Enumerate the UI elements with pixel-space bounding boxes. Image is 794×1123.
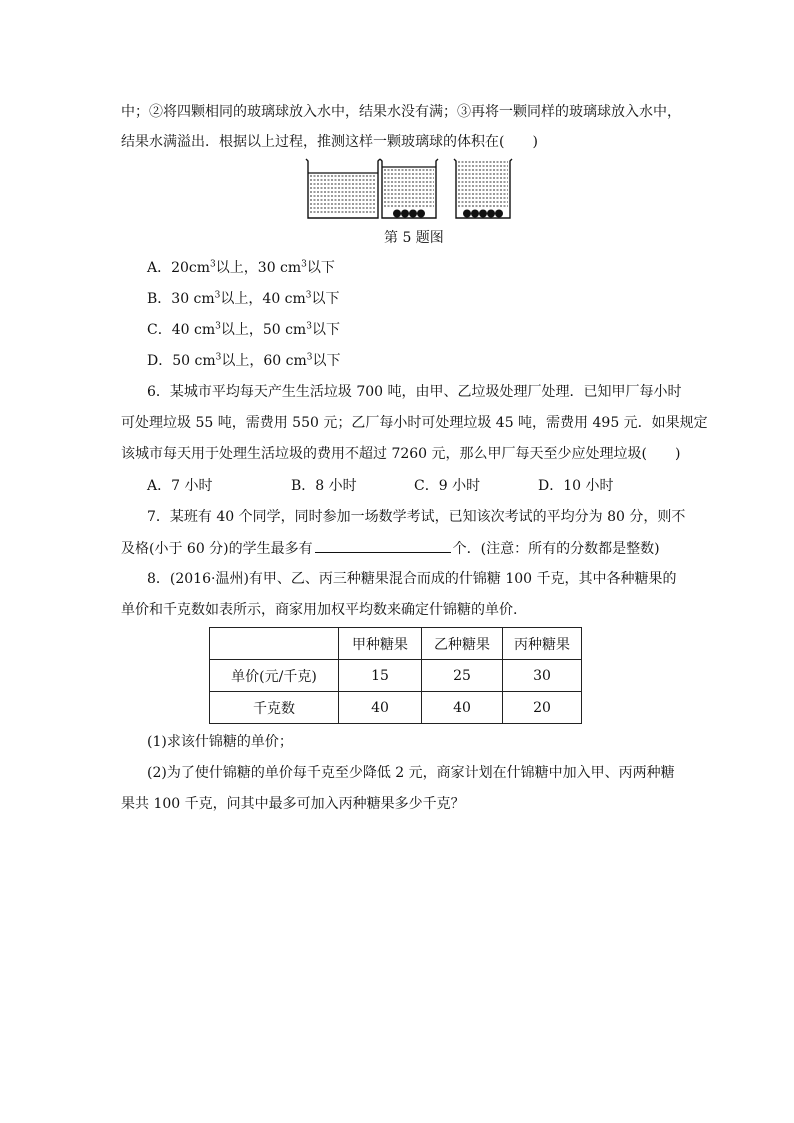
table-row (210, 660, 582, 692)
q5-option-d: D．50 $cm^3$以上，60 $cm^3$以下 (147, 352, 341, 369)
q6-option-c: C．9 小时 (414, 478, 481, 494)
table-cell: 25 (422, 660, 503, 692)
q6-text-line-2: 可处理垃圾 55 吨，需费用 550 元；乙厂每小时可处理垃圾 45 吨，需费用 495 元．如果规定 (121, 415, 708, 431)
table-cell: 40 (422, 692, 503, 724)
q6-text-line-1: 6．某城市平均每天产生生活垃圾 700 吨，由甲、乙垃圾处理厂处理．已知甲厂每小时 (147, 384, 682, 400)
q6-option-a: A．7 小时 (147, 478, 213, 494)
q8-text-line-2: 单价和千克数如表所示，商家用加权平均数来确定什锦糖的单价. (121, 602, 518, 618)
q8-text-line-1: 8．(2016·温州)有甲、乙、丙三种糖果混合而成的什锦糖 100 千克，其中各种糖果的 (147, 571, 677, 587)
table-cell: 20 (503, 692, 582, 724)
table-row (210, 692, 582, 724)
beakers-figure (300, 156, 530, 222)
q5-text-line-2: 结果水满溢出．根据以上过程，推测这样一颗玻璃球的体积在( ) (121, 134, 538, 150)
q7-text-line-1: 7．某班有 40 个同学，同时参加一场数学考试，已知该次考试的平均分为 80 分，则不 (147, 509, 686, 525)
q5-option-a: A．$20cm^3$以上，30 $cm^3$以下 (147, 259, 335, 276)
table-cell (210, 628, 339, 660)
q6-option-b: B．8 小时 (291, 478, 357, 494)
q5-text-line-1: 中；②将四颗相同的玻璃球放入水中，结果水没有满；③再将一颗同样的玻璃球放入水中， (121, 104, 681, 120)
table-cell: 甲种糖果 (339, 628, 422, 660)
q5-option-b: B．30 $cm^3$以上，40 $cm^3$以下 (147, 290, 340, 307)
candy-table (209, 627, 582, 724)
figure-caption: 第 5 题图 (384, 230, 444, 246)
q8-part-1: (1)求该什锦糖的单价； (147, 734, 293, 750)
table-cell: 千克数 (210, 692, 339, 724)
table-cell: 30 (503, 660, 582, 692)
beaker-3 (454, 159, 512, 218)
beaker-1 (306, 159, 380, 218)
q6-option-d: D．10 小时 (538, 478, 614, 494)
beaker-2 (380, 159, 438, 218)
table-cell: 丙种糖果 (503, 628, 582, 660)
answer-blank[interactable] (315, 538, 451, 553)
q7-text-line-2: 及格(小于 60 分)的学生最多有 个．(注意：所有的分数都是整数) (121, 538, 660, 559)
table-cell: 40 (339, 692, 422, 724)
table-cell: 单价(元/千克) (210, 660, 339, 692)
q5-option-c: C．40 $cm^3$以上，50 $cm^3$以下 (147, 321, 340, 338)
table-header-row (210, 628, 582, 660)
q8-part-2-line-1: (2)为了使什锦糖的单价每千克至少降低 2 元，商家计划在什锦糖中加入甲、丙两种糖 (147, 765, 675, 781)
table-cell: 乙种糖果 (422, 628, 503, 660)
q6-text-line-3: 该城市每天用于处理生活垃圾的费用不超过 7260 元，那么甲厂每天至少应处理垃圾( ) (121, 446, 681, 462)
table-cell: 15 (339, 660, 422, 692)
q8-part-2-line-2: 果共 100 千克，问其中最多可加入丙种糖果多少千克？ (121, 796, 465, 812)
